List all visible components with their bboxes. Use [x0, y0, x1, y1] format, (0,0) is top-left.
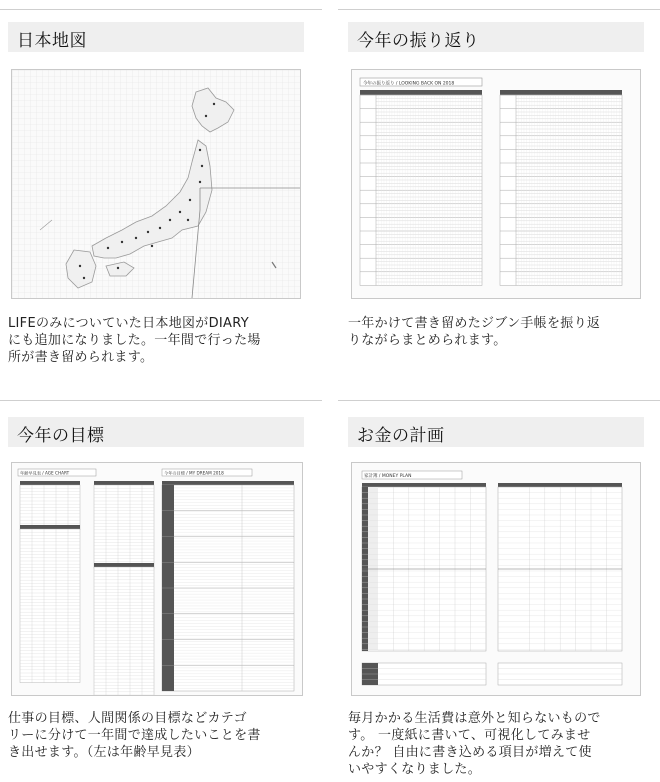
- section-caption: [8, 710, 308, 761]
- section-title: 今年の目標: [17, 426, 105, 446]
- caption-line: 一年かけて書き留めたジブン手帳を振り返: [348, 316, 601, 331]
- caption-line: 所が書き留められます。: [8, 350, 154, 365]
- section-divider-right: [338, 400, 660, 401]
- section-title: 日本地図: [17, 31, 87, 51]
- section-divider-left: [0, 400, 322, 401]
- money-plan-thumbnail: [351, 462, 641, 696]
- my-dream-thumbnail: [11, 462, 303, 696]
- thumb-heading-right: 今年の目標 / MY DREAM 2018: [164, 470, 224, 476]
- section-caption: [348, 315, 648, 349]
- caption-line: リーに分けて一年間で達成したいことを書: [8, 728, 261, 743]
- caption-line: す。 一度紙に書いて、可視化してみませ: [348, 728, 591, 743]
- caption-line: き出せます。（左は年齢早見表）: [8, 745, 200, 760]
- caption-line: 仕事の目標、人間関係の目標などカテゴ: [8, 711, 247, 726]
- section-caption: [8, 315, 308, 366]
- section-caption: [348, 710, 648, 778]
- section-title: お金の計画: [357, 426, 445, 446]
- section-title: 今年の振り返り: [357, 31, 480, 51]
- top-rule-left: [0, 9, 322, 10]
- caption-line: いやすくなりました。: [348, 762, 482, 777]
- caption-line: 毎月かかる生活費は意外と知らないもので: [348, 711, 601, 726]
- thumb-heading-left: 年齢早見表 / AGE CHART: [20, 470, 70, 476]
- section-header: [348, 417, 644, 447]
- thumb-heading: 家計簿 / MONEY PLAN: [364, 474, 412, 479]
- looking-back-thumbnail: [351, 69, 641, 299]
- top-rule-right: [338, 9, 660, 10]
- caption-line: LIFEのみについていた日本地図がDIARY: [8, 316, 249, 331]
- section-header: [8, 417, 304, 447]
- caption-line: りながらまとめられます。: [348, 333, 507, 348]
- section-header: [8, 22, 304, 52]
- caption-line: にも追加になりました。一年間で行った場: [8, 333, 261, 348]
- caption-line: んか？ 自由に書き込める項目が増えて使: [348, 745, 592, 760]
- section-header: [348, 22, 644, 52]
- japan-map-thumbnail: [11, 69, 301, 299]
- thumb-heading: 今年の振り返り / LOOKING BACK ON 2018: [363, 81, 455, 87]
